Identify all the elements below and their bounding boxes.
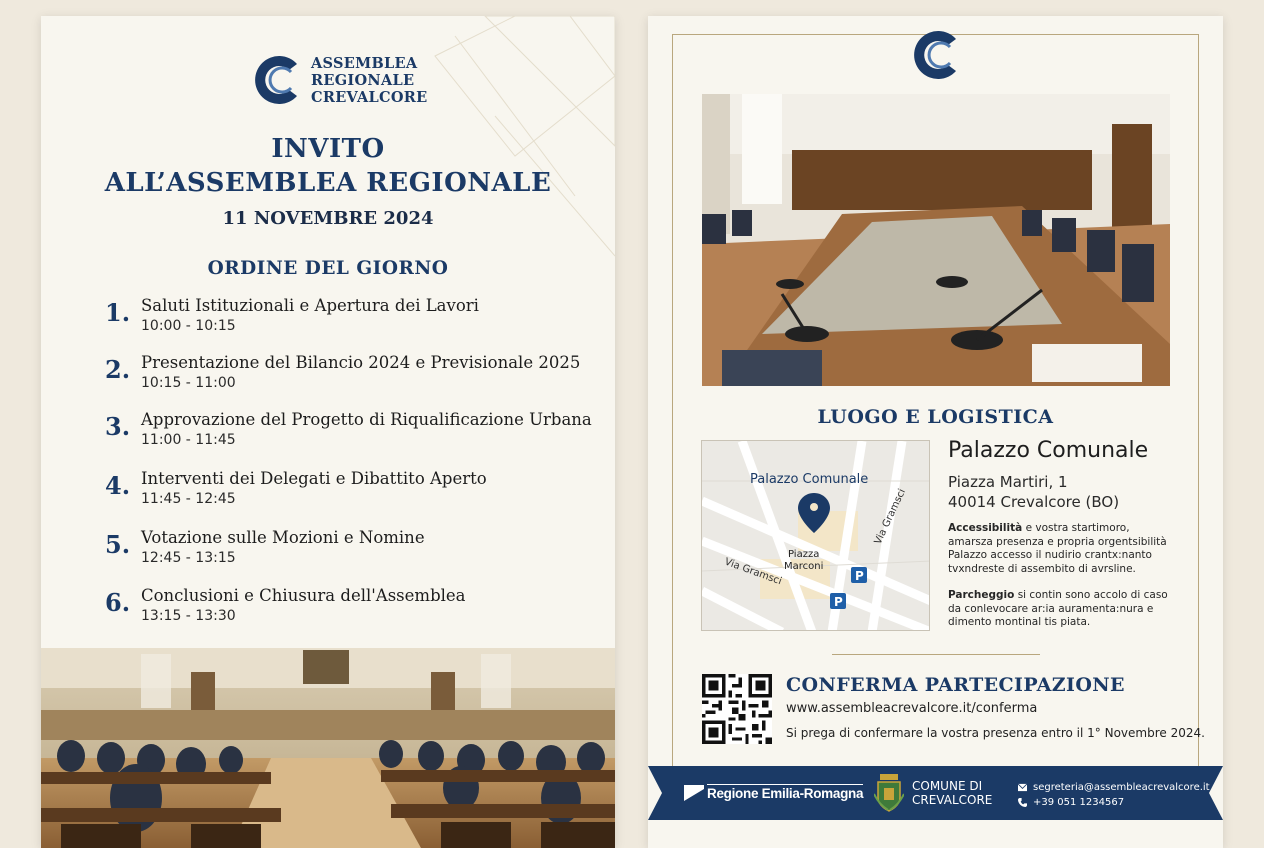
assembly-hall-photo <box>41 648 615 848</box>
invitation-left-panel <box>41 16 615 848</box>
agenda-number: 6. <box>105 588 131 617</box>
region-name: Regione Emilia-Romagna <box>707 786 864 801</box>
logo-c-icon <box>910 26 962 84</box>
contact-email[interactable]: segreteria@assembleacrevalcore.it <box>1033 782 1210 793</box>
agenda-title: Conclusioni e Chiusura dell'Assemblea <box>141 586 466 605</box>
agenda-time: 11:45 - 12:45 <box>141 491 236 507</box>
accessibility-text: e vostra startimoro, amarsza presenza e propria orgentsibilità Palazzo accesso il nudirio crantx:nanto tvxndreste di assembito di avrsline. <box>948 522 1167 575</box>
agenda-item <box>105 469 605 521</box>
contact-phone-row[interactable] <box>1018 795 1210 810</box>
venue-name: Palazzo Comunale <box>948 438 1149 463</box>
qr-code-icon[interactable] <box>702 674 772 744</box>
region-logo <box>684 784 863 801</box>
agenda-title: Interventi dei Delegati e Dibattito Aperto <box>141 469 487 488</box>
agenda-item <box>105 586 605 638</box>
comune-line-2: CREVALCORE <box>912 793 993 807</box>
parking-text: si contin sono accolo di caso da conlevocare ar:ia auramenta:nura e dimento montinal tis piata. <box>948 589 1168 628</box>
accessibility-note <box>948 522 1172 576</box>
contact-info <box>1018 780 1210 810</box>
banner-tip <box>1209 766 1223 820</box>
brand-line-1: ASSEMBLEA <box>311 54 418 72</box>
agenda-number: 5. <box>105 530 131 559</box>
comune-name <box>912 779 992 807</box>
divider <box>832 654 1040 655</box>
logo-c-icon <box>251 52 303 108</box>
phone-icon <box>1018 798 1027 807</box>
mail-icon <box>1018 783 1027 792</box>
parking-note <box>948 589 1172 630</box>
agenda-time: 10:15 - 11:00 <box>141 375 236 391</box>
agenda-time: 13:15 - 13:30 <box>141 608 236 624</box>
map-graphic <box>702 441 930 631</box>
municipal-crest-icon <box>874 774 904 812</box>
agenda-heading: ORDINE DEL GIORNO <box>207 258 449 279</box>
rsvp-note: Si prega di confermare la vostra presenza entro il 1° Novembre 2024. <box>786 726 1205 740</box>
location-map[interactable] <box>701 440 930 631</box>
footer-banner <box>648 766 1223 820</box>
agenda-time: 11:00 - 11:45 <box>141 432 236 448</box>
agenda-number: 1. <box>105 298 131 327</box>
region-flag-icon <box>684 785 704 801</box>
invitation-right-panel <box>648 16 1223 848</box>
agenda-number: 4. <box>105 471 131 500</box>
accessibility-label: Accessibilità <box>948 522 1023 534</box>
contact-email-row[interactable] <box>1018 780 1210 795</box>
venue-address-line-1: Piazza Martiri, 1 <box>948 473 1068 491</box>
map-street-label: Via Gramsci <box>722 556 784 588</box>
agenda-number: 3. <box>105 412 131 441</box>
brand-line-2: REGIONALE <box>311 71 415 89</box>
rsvp-heading: CONFERMA PARTECIPAZIONE <box>786 674 1125 696</box>
brand-line-3: CREVALCORE <box>311 88 428 106</box>
agenda-time: 10:00 - 10:15 <box>141 318 236 334</box>
invite-date: 11 NOVEMBRE 2024 <box>222 208 434 229</box>
agenda-number: 2. <box>105 355 131 384</box>
agenda-title: Saluti Istituzionali e Apertura dei Lavori <box>141 296 479 315</box>
agenda-item <box>105 353 605 405</box>
map-street-label: Via Gramsci <box>872 487 909 547</box>
contact-phone[interactable]: +39 051 1234567 <box>1033 797 1125 808</box>
svg-text:P: P <box>855 569 864 583</box>
map-pin-label: Palazzo Comunale <box>750 472 869 487</box>
agenda-title: Presentazione del Bilancio 2024 e Previsionale 2025 <box>141 353 581 372</box>
council-room-photo <box>702 94 1170 386</box>
invite-title-line-2: ALL’ASSEMBLEA REGIONALE <box>104 168 552 198</box>
agenda-title: Approvazione del Progetto di Riqualificazione Urbana <box>141 410 592 429</box>
banner-tip <box>648 766 662 820</box>
rsvp-url-link[interactable]: www.assembleacrevalcore.it/conferma <box>786 701 1038 716</box>
comune-line-1: COMUNE DI <box>912 779 983 793</box>
svg-text:P: P <box>834 595 843 609</box>
logistics-heading: LUOGO E LOGISTICA <box>817 406 1054 428</box>
map-square-label-1: Piazza <box>788 549 820 560</box>
brand-name <box>311 55 428 106</box>
map-square-label-2: Marconi <box>784 561 824 572</box>
agenda-title: Votazione sulle Mozioni e Nomine <box>141 528 425 547</box>
agenda-time: 12:45 - 13:15 <box>141 550 236 566</box>
agenda-item <box>105 528 605 580</box>
brand-logo <box>251 52 428 108</box>
parking-label: Parcheggio <box>948 589 1015 601</box>
invite-title-line-1: INVITO <box>271 134 385 164</box>
agenda-item <box>105 296 605 348</box>
agenda-item <box>105 410 605 462</box>
venue-address-line-2: 40014 Crevalcore (BO) <box>948 493 1120 511</box>
